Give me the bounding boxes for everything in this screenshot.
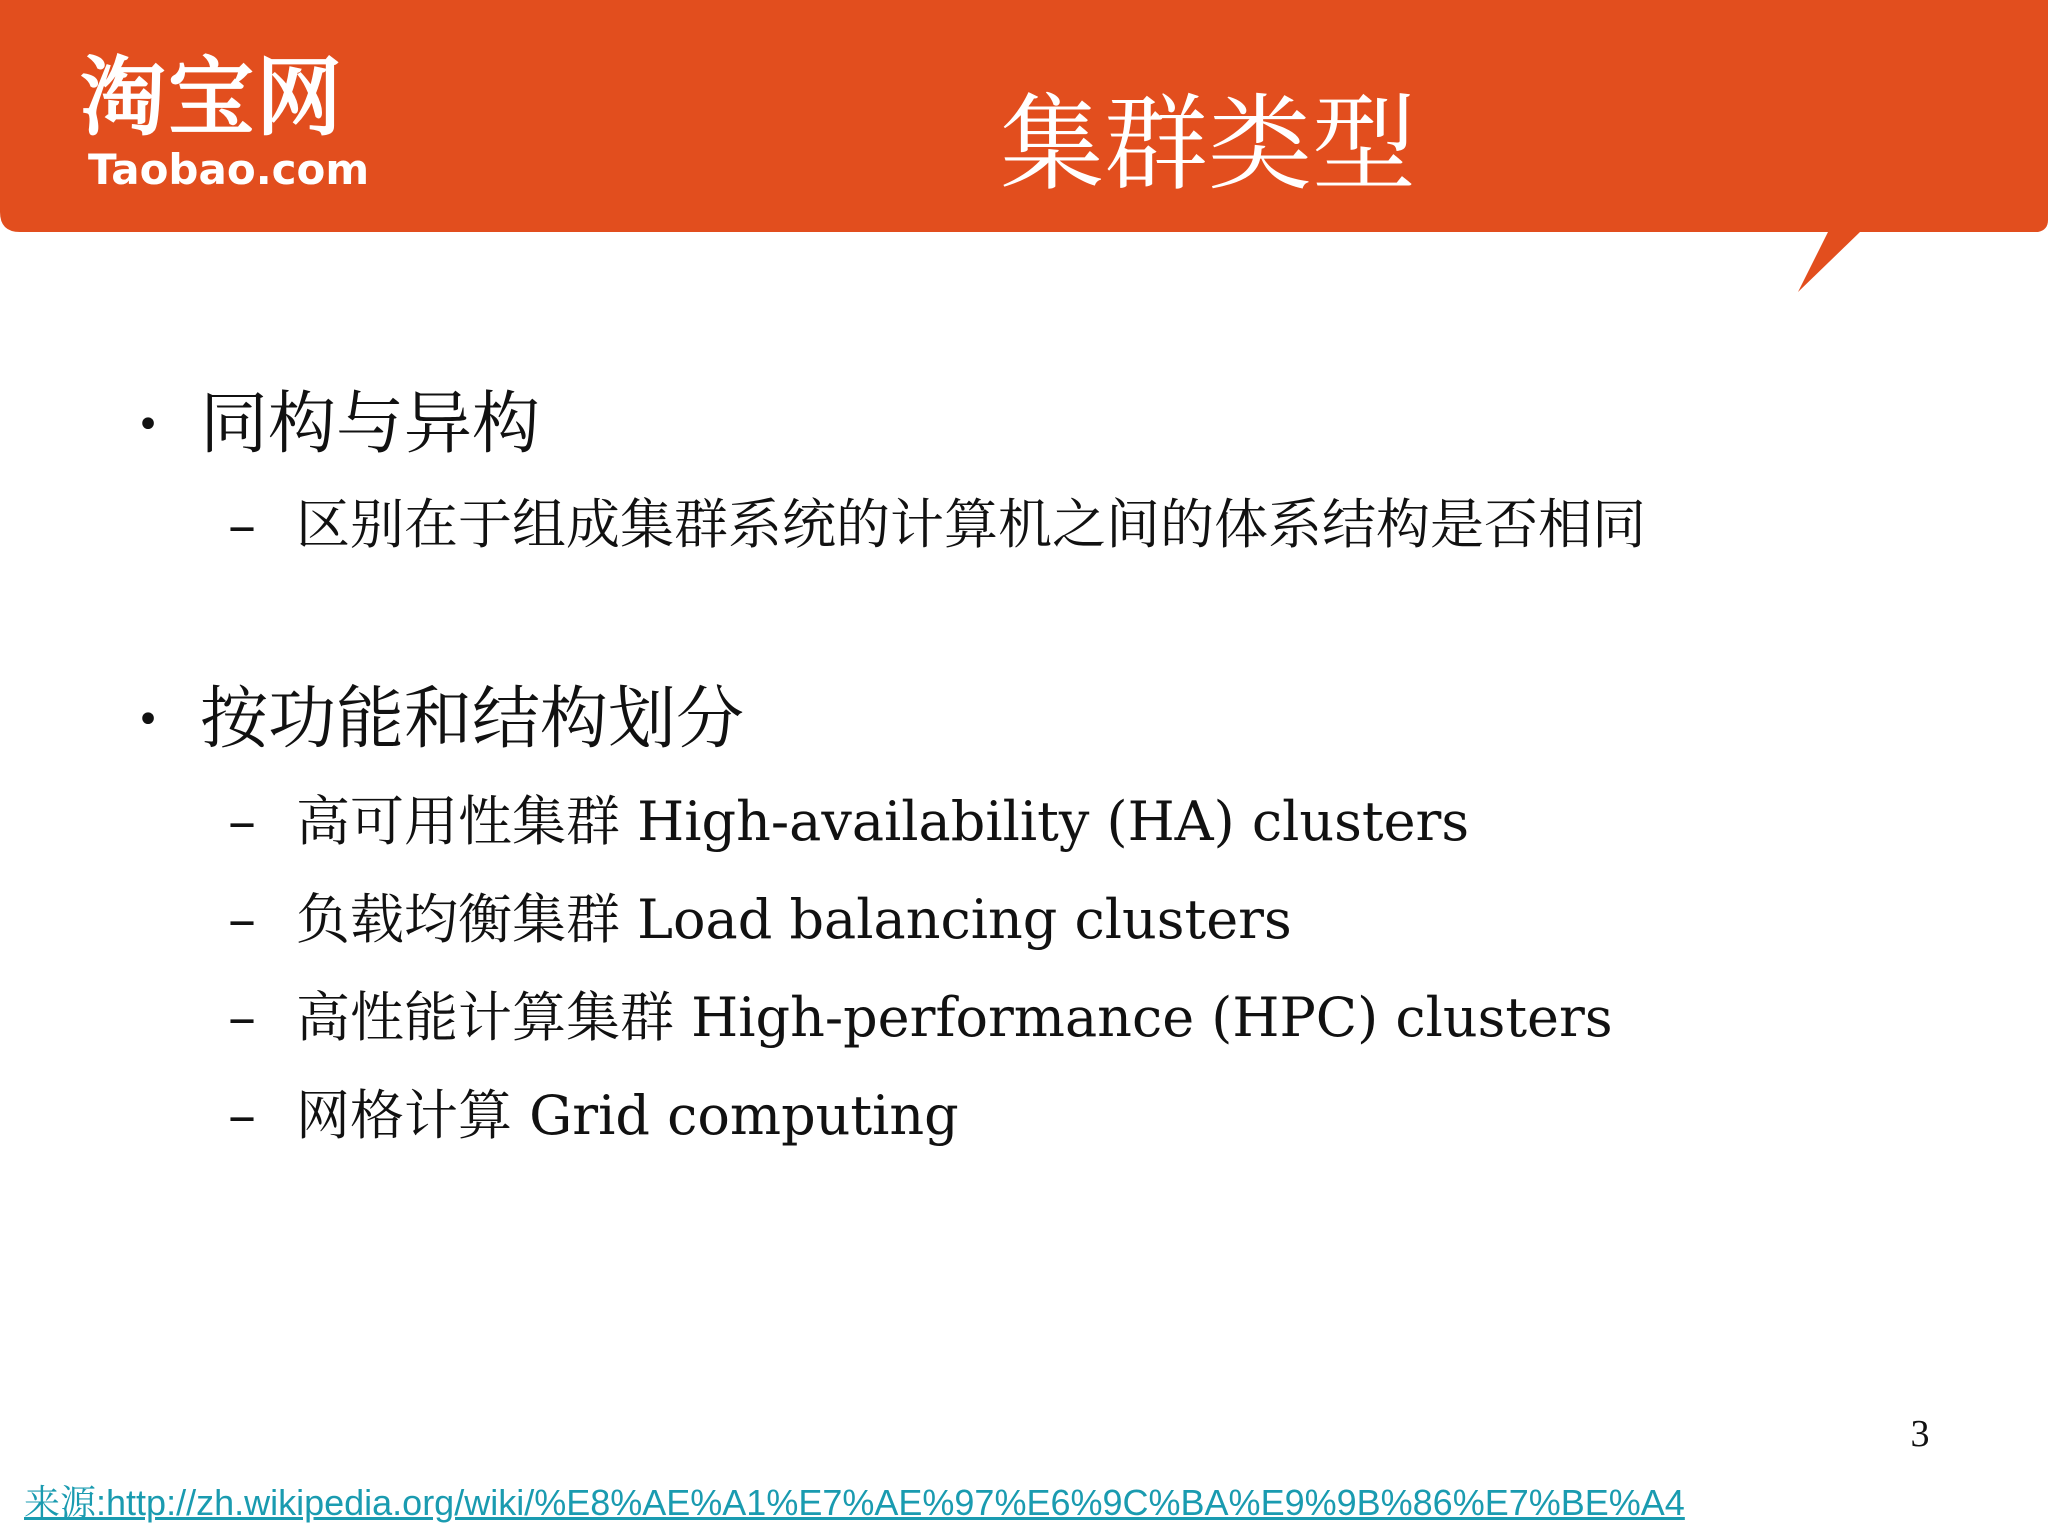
sub-bullet-dash: – xyxy=(228,789,256,854)
sub-bullet-dash: – xyxy=(228,493,256,558)
page-number: 3 xyxy=(1910,1413,1930,1455)
sub-bullet-item: 负载均衡集群 Load balancing clusters xyxy=(296,888,1292,951)
logo-chinese-text: 淘宝网 xyxy=(80,48,344,148)
source-link[interactable] xyxy=(24,1478,1685,1528)
sub-bullet-item: 网格计算 Grid computing xyxy=(296,1084,959,1147)
sub-bullet-item: 高可用性集群 High-availability (HA) clusters xyxy=(296,790,1470,853)
slide-title: 集群类型 xyxy=(1000,83,1417,205)
bullet-dot: • xyxy=(136,402,160,448)
logo-english-text: Taobao.com xyxy=(88,145,370,194)
sub-bullet-dash: – xyxy=(228,1083,256,1148)
bullet-dot: • xyxy=(136,697,160,743)
sub-bullet-dash: – xyxy=(228,887,256,952)
bullet-item: 按功能和结构划分 xyxy=(200,680,745,759)
sub-bullet-item: 高性能计算集群 High-performance (HPC) clusters xyxy=(296,986,1613,1049)
bullet-item: 同构与异构 xyxy=(200,385,541,464)
sub-bullet-item: 区别在于组成集群系统的计算机之间的体系结构是否相同 xyxy=(296,493,1646,556)
source-url[interactable]: :http://zh.wikipedia.org/wiki/%E8%AE%A1%E7%AE%97%E6%9C%BA%E9%9B%86%E7%BE%A4 xyxy=(96,1482,1685,1523)
source-label: 来源 xyxy=(24,1483,97,1524)
sub-bullet-dash: – xyxy=(228,985,256,1050)
